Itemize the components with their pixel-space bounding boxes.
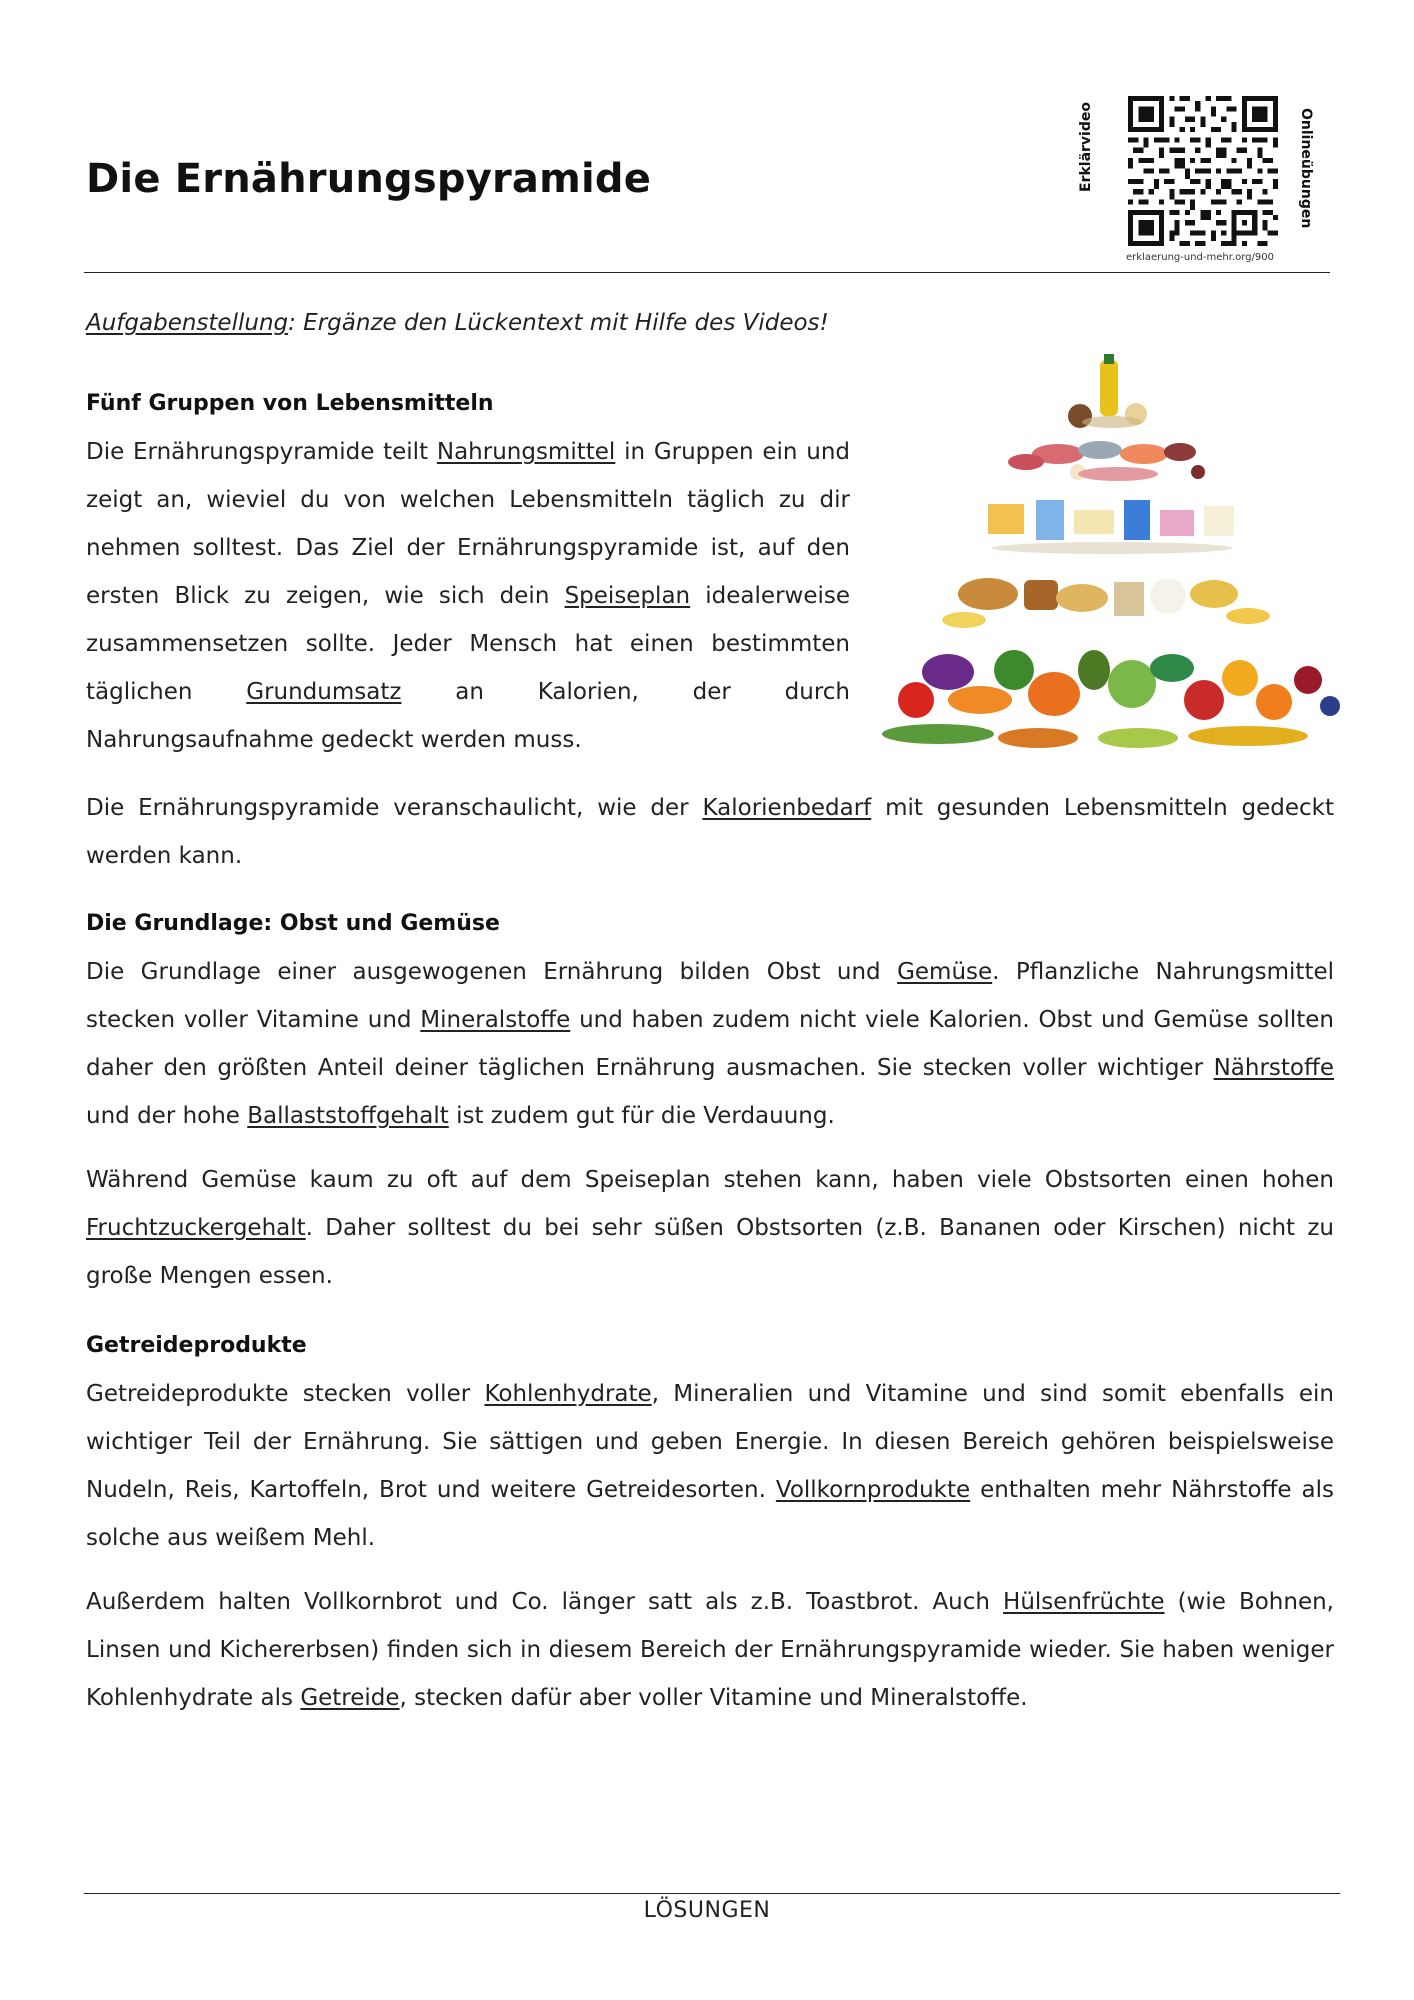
paragraph (86, 948, 1334, 1140)
text-run: Die Ernährungspyramide teilt (86, 439, 437, 465)
answer-word: Hülsenfrüchte (1003, 1589, 1165, 1615)
paragraph (86, 1370, 1334, 1562)
qr-code[interactable] (1128, 96, 1278, 246)
text-run: Die Grundlage einer ausgewogenen Ernährung bilden Obst und (86, 959, 898, 985)
task-label: Aufgabenstellung (86, 310, 289, 336)
task-text: : Ergänze den Lückentext mit Hilfe des Videos! (288, 310, 829, 336)
food-pyramid-image (868, 354, 1354, 758)
footer-label: LÖSUNGEN (643, 1898, 771, 1923)
answer-word: Speiseplan (564, 583, 691, 609)
answer-word: Getreide (300, 1685, 400, 1711)
text-run: Getreideprodukte stecken voller (86, 1381, 485, 1407)
text-run: Die Ernährungspyramide veranschaulicht, wie der (86, 795, 703, 821)
text-run: . Pflanzliche Nahrungsmittel stecken voller Vitamine und (86, 959, 1334, 1033)
text-run: , Mineralien und Vitamine und sind somit ebenfalls ein wichtiger Teil der Ernährung. Sie sättigen und geben Energie. In diesen Bereich gehören beispielsweise Nudeln, Reis, Kartoffeln, Brot und weitere Getreidesorten. (86, 1381, 1334, 1503)
section-five-groups (86, 380, 850, 764)
answer-word: Nahrungsmittel (436, 439, 616, 465)
header-divider (84, 272, 1330, 273)
section-five-groups-cont (86, 784, 1334, 880)
text-run: , stecken dafür aber voller Vitamine und Mineralstoffe. (399, 1685, 1028, 1711)
answer-word: Mineralstoffe (420, 1007, 571, 1033)
answer-word: Kohlenhydrate (484, 1381, 652, 1407)
pyramid-tier-protein (1008, 441, 1205, 481)
paragraph (86, 1578, 1334, 1722)
section-heading: Fünf Gruppen von Lebensmitteln (86, 391, 494, 416)
qr-block (1078, 96, 1322, 266)
section-heading: Getreideprodukte (86, 1333, 307, 1358)
section-basis (86, 900, 1334, 1140)
pyramid-tier-fruit-vegetables (882, 650, 1340, 748)
text-run: mit gesunden Lebensmitteln gedeckt werden kann. (86, 795, 1334, 869)
text-run: und der hohe (86, 1103, 248, 1129)
answer-word: Ballaststoffgehalt (247, 1103, 449, 1129)
footer-divider (84, 1893, 1340, 1894)
qr-url[interactable]: erklaerung-und-mehr.org/900 (1126, 252, 1274, 263)
section-basis-cont (86, 1156, 1334, 1300)
paragraph (86, 428, 850, 764)
paragraph (86, 784, 1334, 880)
answer-word: Gemüse (897, 959, 993, 985)
answer-word: Grundumsatz (246, 679, 402, 705)
text-run: Außerdem halten Vollkornbrot und Co. länger satt als z.B. Toastbrot. Auch (86, 1589, 1004, 1615)
pyramid-tier-oils (1068, 354, 1147, 428)
text-run: Während Gemüse kaum zu oft auf dem Speiseplan stehen kann, haben viele Obstsorten einen hohen (86, 1167, 1334, 1193)
qr-video-label: Erklärvideo (1078, 102, 1094, 192)
text-run: (wie Bohnen, Linsen und Kichererbsen) finden sich in diesem Bereich der Ernährungspyramide wieder. Sie haben weniger Kohlenhydrate als (86, 1589, 1334, 1711)
text-run: in Gruppen ein und zeigt an, wieviel du von welchen Lebensmitteln täglich zu dir nehmen solltest. Das Ziel der Ernährungspyramide ist, auf den ersten Blick zu zeigen, wie sich dein (86, 439, 850, 609)
answer-word: Nährstoffe (1213, 1055, 1334, 1081)
pyramid-tier-dairy (988, 500, 1234, 554)
answer-word: Fruchtzuckergehalt (86, 1215, 306, 1241)
answer-word: Kalorienbedarf (702, 795, 872, 821)
text-run: enthalten mehr Nährstoffe als solche aus weißem Mehl. (86, 1477, 1335, 1551)
section-grains (86, 1322, 1334, 1562)
pyramid-tier-grains (942, 578, 1270, 628)
text-run: ist zudem gut für die Verdauung. (448, 1103, 835, 1129)
text-run: idealerweise zusammensetzen sollte. Jeder Mensch hat einen bestimmten täglichen (86, 583, 851, 705)
answer-word: Vollkornprodukte (775, 1477, 971, 1503)
section-grains-cont (86, 1578, 1334, 1722)
text-run: an Kalorien, der durch Nahrungsaufnahme gedeckt werden muss. (86, 679, 850, 753)
paragraph (86, 1156, 1334, 1300)
section-heading: Die Grundlage: Obst und Gemüse (86, 911, 500, 936)
text-run: . Daher solltest du bei sehr süßen Obstsorten (z.B. Bananen oder Kirschen) nicht zu große Mengen essen. (86, 1215, 1334, 1289)
page-title: Die Ernährungspyramide (86, 156, 652, 202)
task-instruction (86, 310, 829, 336)
qr-exercises-label: Onlineübungen (1298, 108, 1314, 229)
text-run: und haben zudem nicht viele Kalorien. Obst und Gemüse sollten daher den größten Anteil deiner täglichen Ernährung ausmachen. Sie stecken voller wichtiger (86, 1007, 1334, 1081)
